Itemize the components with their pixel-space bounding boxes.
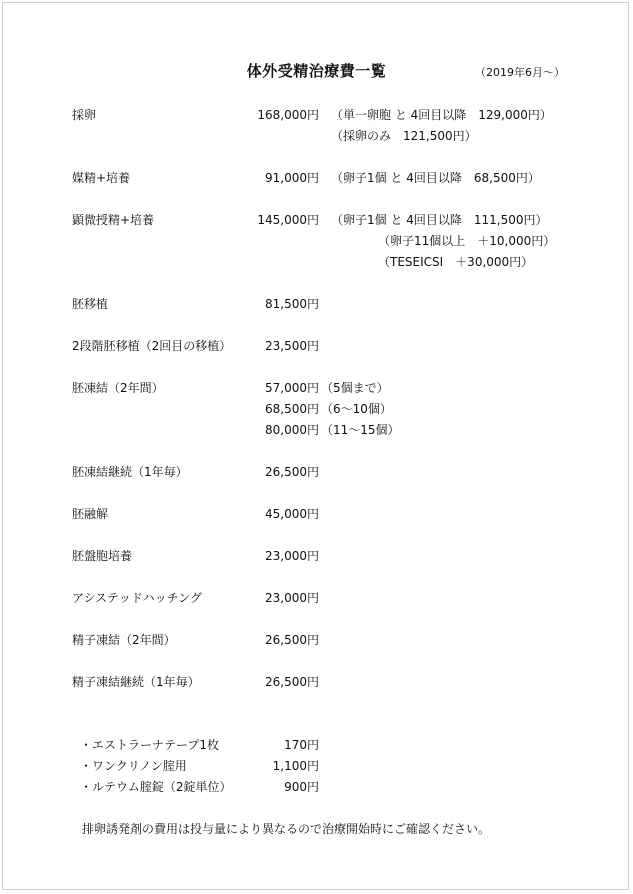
item-price: 80,000円 — [265, 423, 319, 437]
item-label: アシステッドハッチング — [72, 591, 202, 605]
item-label: 媒精+培養 — [72, 171, 131, 185]
item-price: 26,500円 — [265, 675, 319, 689]
item-price: 23,500円 — [265, 339, 319, 353]
item-note: （5個まで） — [321, 381, 389, 395]
item-label: 採卵 — [72, 108, 97, 122]
item-note: （TESEICSI ＋30,000円） — [378, 255, 534, 269]
item-price: 26,500円 — [265, 633, 319, 647]
medicine-price: 1,100円 — [272, 759, 319, 773]
medicine-price: 170円 — [284, 738, 319, 752]
item-label: 胚融解 — [72, 507, 109, 521]
medicine-label: ・ワンクリノン腟用 — [80, 759, 187, 773]
item-note: （採卵のみ 121,500円） — [331, 129, 477, 143]
item-price: 168,000円 — [257, 108, 319, 122]
item-price: 91,000円 — [265, 171, 319, 185]
item-price: 26,500円 — [265, 465, 319, 479]
item-price: 81,500円 — [265, 297, 319, 311]
item-price: 145,000円 — [257, 213, 319, 227]
page-border — [2, 2, 629, 890]
item-price: 23,000円 — [265, 549, 319, 563]
item-note: （卵子1個 と 4回目以降 68,500円） — [331, 171, 540, 185]
item-note: （卵子11個以上 ＋10,000円） — [378, 234, 556, 248]
item-price: 23,000円 — [265, 591, 319, 605]
item-label: 2段階胚移植（2回目の移植） — [72, 339, 232, 353]
item-price: 45,000円 — [265, 507, 319, 521]
footnote: 排卵誘発剤の費用は投与量により異なるので治療開始時にご確認ください。 — [82, 822, 491, 836]
item-label: 精子凍結継続（1年毎） — [72, 675, 200, 689]
effective-date: （2019年6月～） — [475, 66, 565, 79]
item-label: 顕微授精+培養 — [72, 213, 155, 227]
item-note: （単一卵胞 と 4回目以降 129,000円） — [331, 108, 552, 122]
item-label: 精子凍結（2年間） — [72, 633, 176, 647]
item-label: 胚盤胞培養 — [72, 549, 133, 563]
item-note: （卵子1個 と 4回目以降 111,500円） — [331, 213, 548, 227]
item-label: 胚移植 — [72, 297, 109, 311]
item-note: （6～10個） — [321, 402, 392, 416]
item-label: 胚凍結（2年間） — [72, 381, 164, 395]
medicine-label: ・エストラーナテープ1枚 — [80, 738, 220, 752]
item-price: 57,000円 — [265, 381, 319, 395]
item-label: 胚凍結継続（1年毎） — [72, 465, 188, 479]
page-title: 体外受精治療費一覧 — [246, 62, 387, 80]
item-note: （11～15個） — [321, 423, 400, 437]
medicine-price: 900円 — [284, 780, 319, 794]
medicine-label: ・ルテウム腟錠（2錠単位） — [80, 780, 232, 794]
item-price: 68,500円 — [265, 402, 319, 416]
